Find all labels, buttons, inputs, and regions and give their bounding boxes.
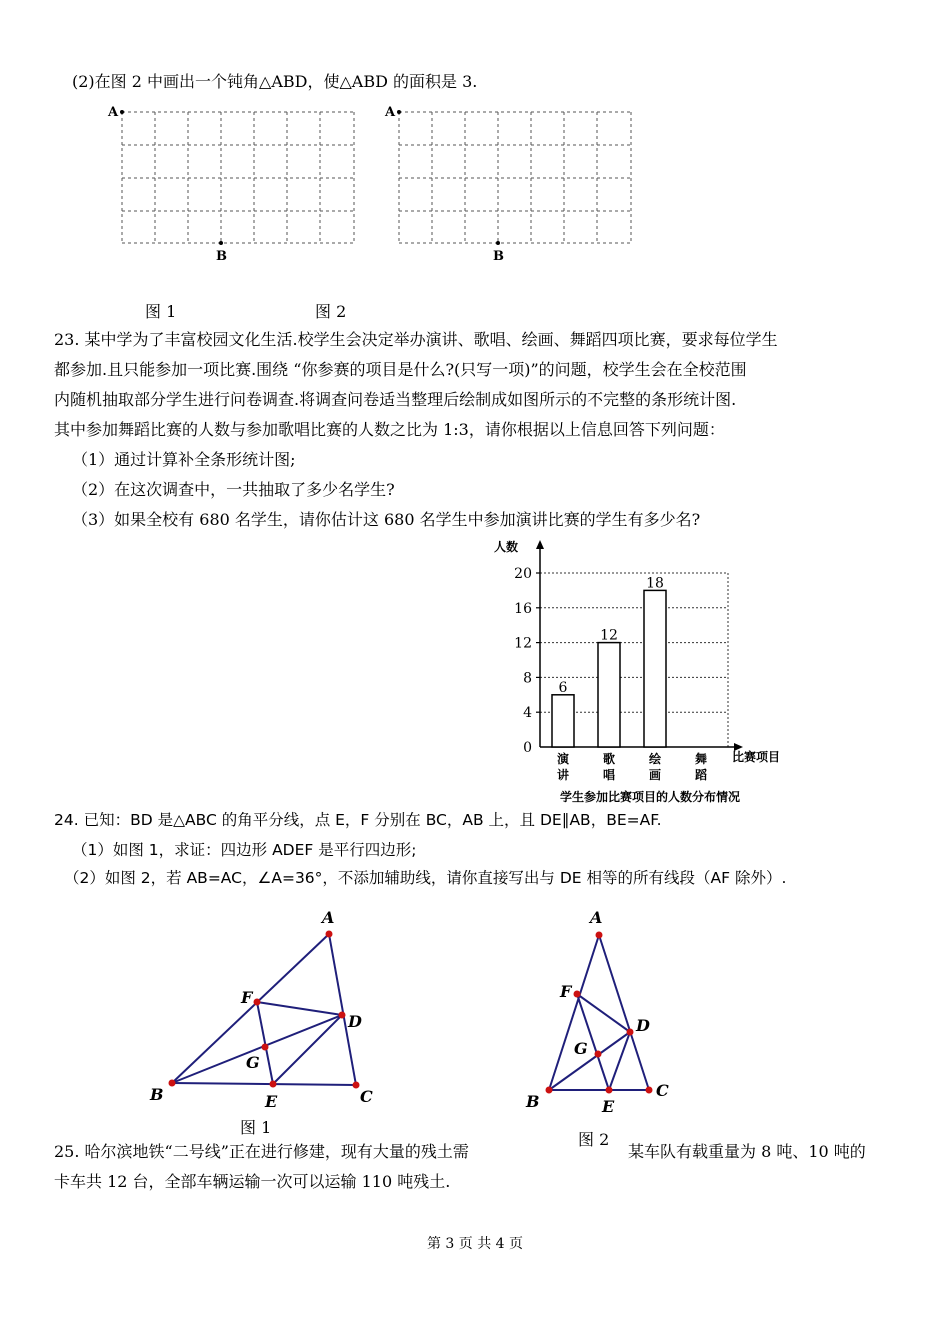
chart-category-label: 蹈: [694, 768, 708, 782]
grid-1-lines: [122, 112, 354, 243]
q25-line-1a: 25. 哈尔滨地铁“二号线”正在进行修建，现有大量的残土需: [54, 1142, 469, 1161]
figure-2-label-e: E: [602, 1097, 615, 1116]
q23-sub-2: （2）在这次调查中，一共抽取了多少名学生?: [72, 480, 395, 499]
chart-y-axis-arrow: [536, 540, 544, 549]
chart-bar: [644, 590, 666, 747]
grid-1-point-b: [219, 241, 223, 245]
grid-2-label-b: B: [493, 249, 504, 264]
grid-2-lines: [399, 112, 631, 243]
chart-category-label: 舞: [694, 752, 708, 766]
page-footer: 第 3 页 共 4 页: [426, 1236, 524, 1252]
figure-2-points: [546, 932, 653, 1094]
q23-sub-1: （1）通过计算补全条形统计图;: [72, 450, 296, 469]
grid-2-label-a: A: [385, 105, 396, 120]
chart-y-tick-label: 8: [523, 670, 532, 687]
chart-y-tick-label: 12: [514, 635, 532, 652]
chart-y-label: 人数: [494, 540, 519, 554]
q23-sub-3: （3）如果全校有 680 名学生，请你估计这 680 名学生中参加演讲比赛的学生有多少名?: [72, 510, 701, 529]
chart-data-label: 12: [600, 627, 618, 644]
figure-1-label-e: E: [265, 1092, 278, 1110]
triangle-figure-1: [140, 905, 400, 1110]
chart-categories: [556, 751, 707, 782]
grid-2-point-a: [397, 110, 401, 114]
q25-line-1b: 某车队有载重量为 8 吨、10 吨的: [628, 1142, 866, 1161]
bar-chart: [470, 535, 810, 810]
chart-bars: [552, 575, 666, 747]
chart-x-label: 比赛项目: [732, 750, 781, 764]
figure-2-label-b: B: [526, 1092, 540, 1111]
grid-1-caption: 图 1: [145, 302, 177, 321]
figure-2-lines: [549, 935, 649, 1090]
chart-bar: [598, 643, 620, 747]
q23-line-3: 内随机抽取部分学生进行问卷调查.将调查问卷适当整理后绘制成如图所示的不完整的条形统计图.: [54, 390, 737, 409]
figure-1-label-a: A: [322, 908, 335, 927]
chart-category-label: 绘: [648, 752, 662, 766]
chart-category-label: 唱: [602, 768, 616, 782]
q24-sub-1: （1）如图 1，求证：四边形 ADEF 是平行四边形;: [72, 841, 417, 859]
figure-2-label-f: F: [560, 982, 572, 1001]
q23-line-2: 都参加.且只能参加一项比赛.围绕 “你参赛的项目是什么?(只写一项)”的问题，校学生会在全校范围: [54, 360, 747, 379]
chart-data-label: 6: [558, 679, 568, 696]
triangle-figure-2: [520, 902, 690, 1117]
figure-1-label-b: B: [150, 1085, 164, 1104]
chart-category-label: 歌: [602, 752, 616, 766]
chart-category-label: 讲: [556, 768, 570, 782]
figure-1-label-d: D: [348, 1012, 362, 1031]
chart-y-tick-label: 0: [523, 740, 532, 756]
chart-y-ticks: [514, 566, 540, 756]
chart-y-tick-label: 4: [523, 705, 532, 722]
figure-2-label-a: A: [590, 908, 603, 927]
figure-1-label-g: G: [246, 1053, 260, 1072]
chart-title: 学生参加比赛项目的人数分布情况: [559, 790, 741, 804]
chart-data-label: 18: [646, 575, 664, 592]
q23-line-4: 其中参加舞蹈比赛的人数与参加歌唱比赛的人数之比为 1:3，请你根据以上信息回答下列问题：: [54, 420, 725, 439]
q24-sub-2: （2）如图 2，若 AB=AC，∠A=36°，不添加辅助线，请你直接写出与 DE 相等的所有线段（AF 除外）.: [64, 869, 787, 887]
chart-y-tick-label: 16: [514, 600, 532, 617]
grid-1-label-b: B: [216, 249, 227, 264]
q25-line-2: 卡车共 12 台，全部车辆运输一次可以运输 110 吨残土.: [54, 1172, 451, 1191]
q23-line-1: 23. 某中学为了丰富校园文化生活.校学生会决定举办演讲、歌唱、绘画、舞蹈四项比赛，要求每位学生: [54, 330, 778, 349]
figure-1-points: [169, 931, 360, 1089]
figure-2-label-g: G: [574, 1039, 588, 1058]
q22-part2-text: (2)在图 2 中画出一个钝角△ABD，使△ABD 的面积是 3.: [72, 72, 478, 91]
figure-1-lines: [172, 934, 356, 1085]
figure-2-label-c: C: [656, 1081, 669, 1100]
chart-category-label: 画: [648, 768, 662, 782]
figure-2-caption: 图 2: [578, 1130, 610, 1149]
chart-category-label: 演: [556, 752, 570, 766]
grid-figure-2: [377, 100, 647, 265]
grid-1-point-a: [120, 110, 124, 114]
figure-2-label-d: D: [636, 1016, 650, 1035]
figure-1-label-f: F: [241, 988, 253, 1007]
q24-intro: 24. 已知：BD 是△ABC 的角平分线，点 E，F 分别在 BC，AB 上，且 DE∥AB，BE=AF.: [54, 811, 662, 829]
chart-y-tick-label: 20: [514, 566, 532, 582]
figure-1-caption: 图 1: [240, 1118, 272, 1137]
grid-2-caption: 图 2: [315, 302, 347, 321]
grid-figure-1: [100, 100, 370, 265]
chart-bar: [552, 695, 574, 747]
grid-2-point-b: [496, 241, 500, 245]
grid-1-label-a: A: [108, 105, 119, 120]
figure-1-label-c: C: [360, 1087, 373, 1106]
